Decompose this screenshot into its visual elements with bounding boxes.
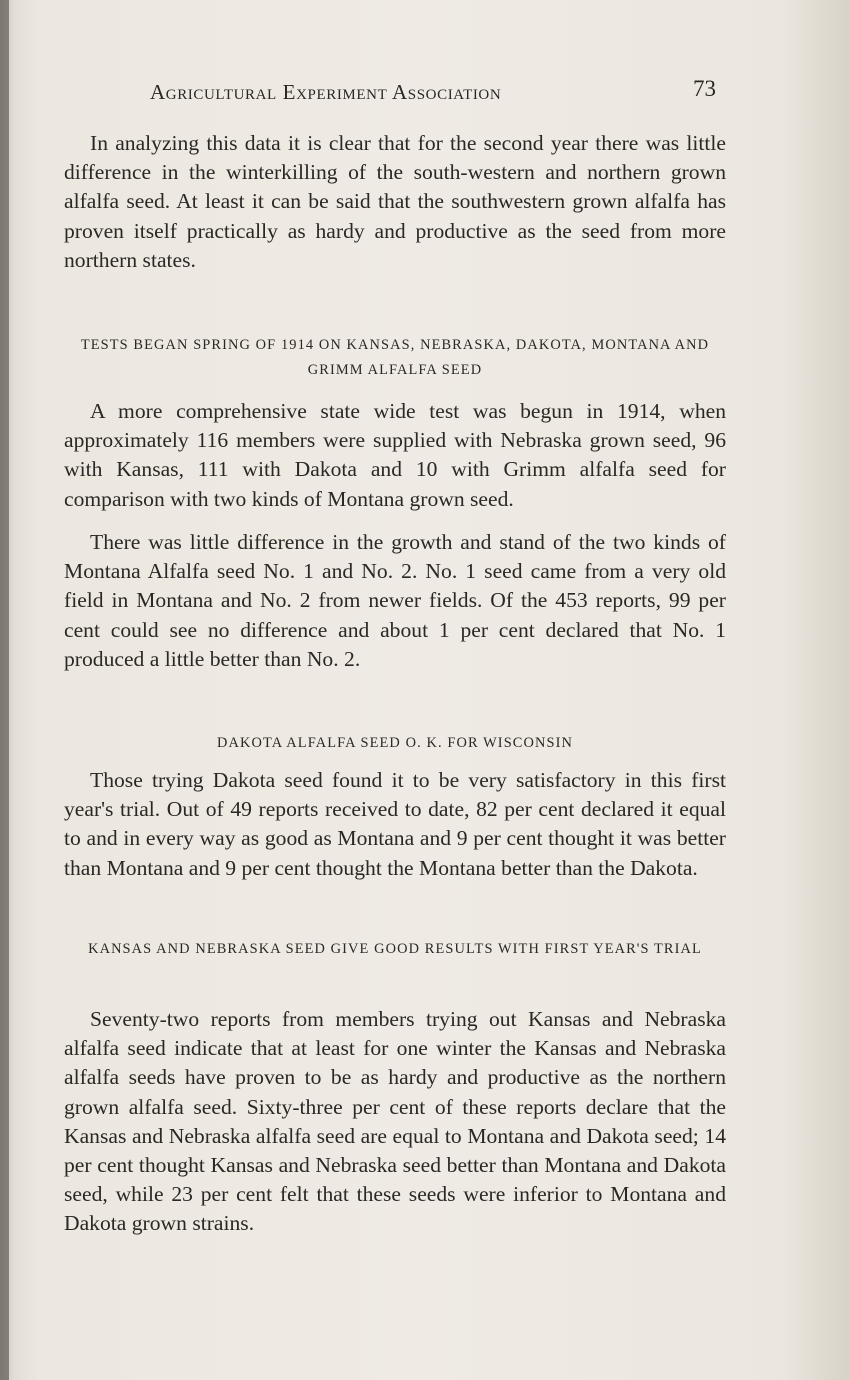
paragraph-state-wide-test: A more comprehensive state wide test was begun in 1914, when approximately 116 members were supplied with Nebraska grown seed, 96 with Kansas, 111 with Dakota and 10 with Grimm alfalfa seed for comparison with two kinds of Montana grown seed. (64, 399, 726, 511)
paragraph-kansas-nebraska-results: Seventy-two reports from members trying out Kansas and Nebraska alfalfa seed indicate that at least for one winter the Kansas and Nebraska alfalfa seeds have proven to be as hardy and productive as the northern grown alfalfa seed. Sixty-three per cent of these reports declare that the Kansas and Nebraska alfalfa seed are equal to Montana and Dakota seed; 14 per cent thought Kansas and Nebraska seed better than Montana and Dakota seed, while 23 per cent felt that these seeds were inferior to Montana and Dakota grown strains. (64, 1007, 726, 1236)
page-number: 73 (693, 76, 716, 101)
paragraph-montana-seed: There was little difference in the growth and stand of the two kinds of Montana Alfalfa seed No. 1 and No. 2. No. 1 seed came from a very old field in Montana and No. 2 from newer fields. Of the 453 reports, 99 per cent could see no difference and about 1 per cent declared that No. 1 produced a little better than No. 2. (64, 530, 726, 671)
page-binding-edge (0, 0, 9, 1380)
running-head: Agricultural Experiment Association (150, 80, 502, 104)
page-header (150, 74, 720, 108)
paragraph-dakota-results: Those trying Dakota seed found it to be very satisfactory in this first year's trial. Out of 49 reports received to date, 82 per cent declared it equal to and in every way as good as Montana and 9 per cent thought it was better than Montana and 9 per cent thought the Montana better than the Dakota. (64, 768, 726, 880)
section-heading-kansas-nebraska: KANSAS AND NEBRASKA SEED GIVE GOOD RESULTS WITH FIRST YEAR'S TRIAL (88, 941, 702, 957)
section-heading-dakota: DAKOTA ALFALFA SEED O. K. FOR WISCONSIN (217, 735, 573, 751)
paragraph-winterkilling: In analyzing this data it is clear that for the second year there was little difference in the winterkilling of the south-western and northern grown alfalfa seed. At least it can be said that the southwestern grown alfalfa has proven itself practically as hardy and productive as the seed from more northern states. (64, 131, 726, 272)
section-heading-tests-1914: TESTS BEGAN SPRING OF 1914 ON KANSAS, NEBRASKA, DAKOTA, MONTANA AND GRIMM ALFALFA SEED (80, 337, 710, 378)
